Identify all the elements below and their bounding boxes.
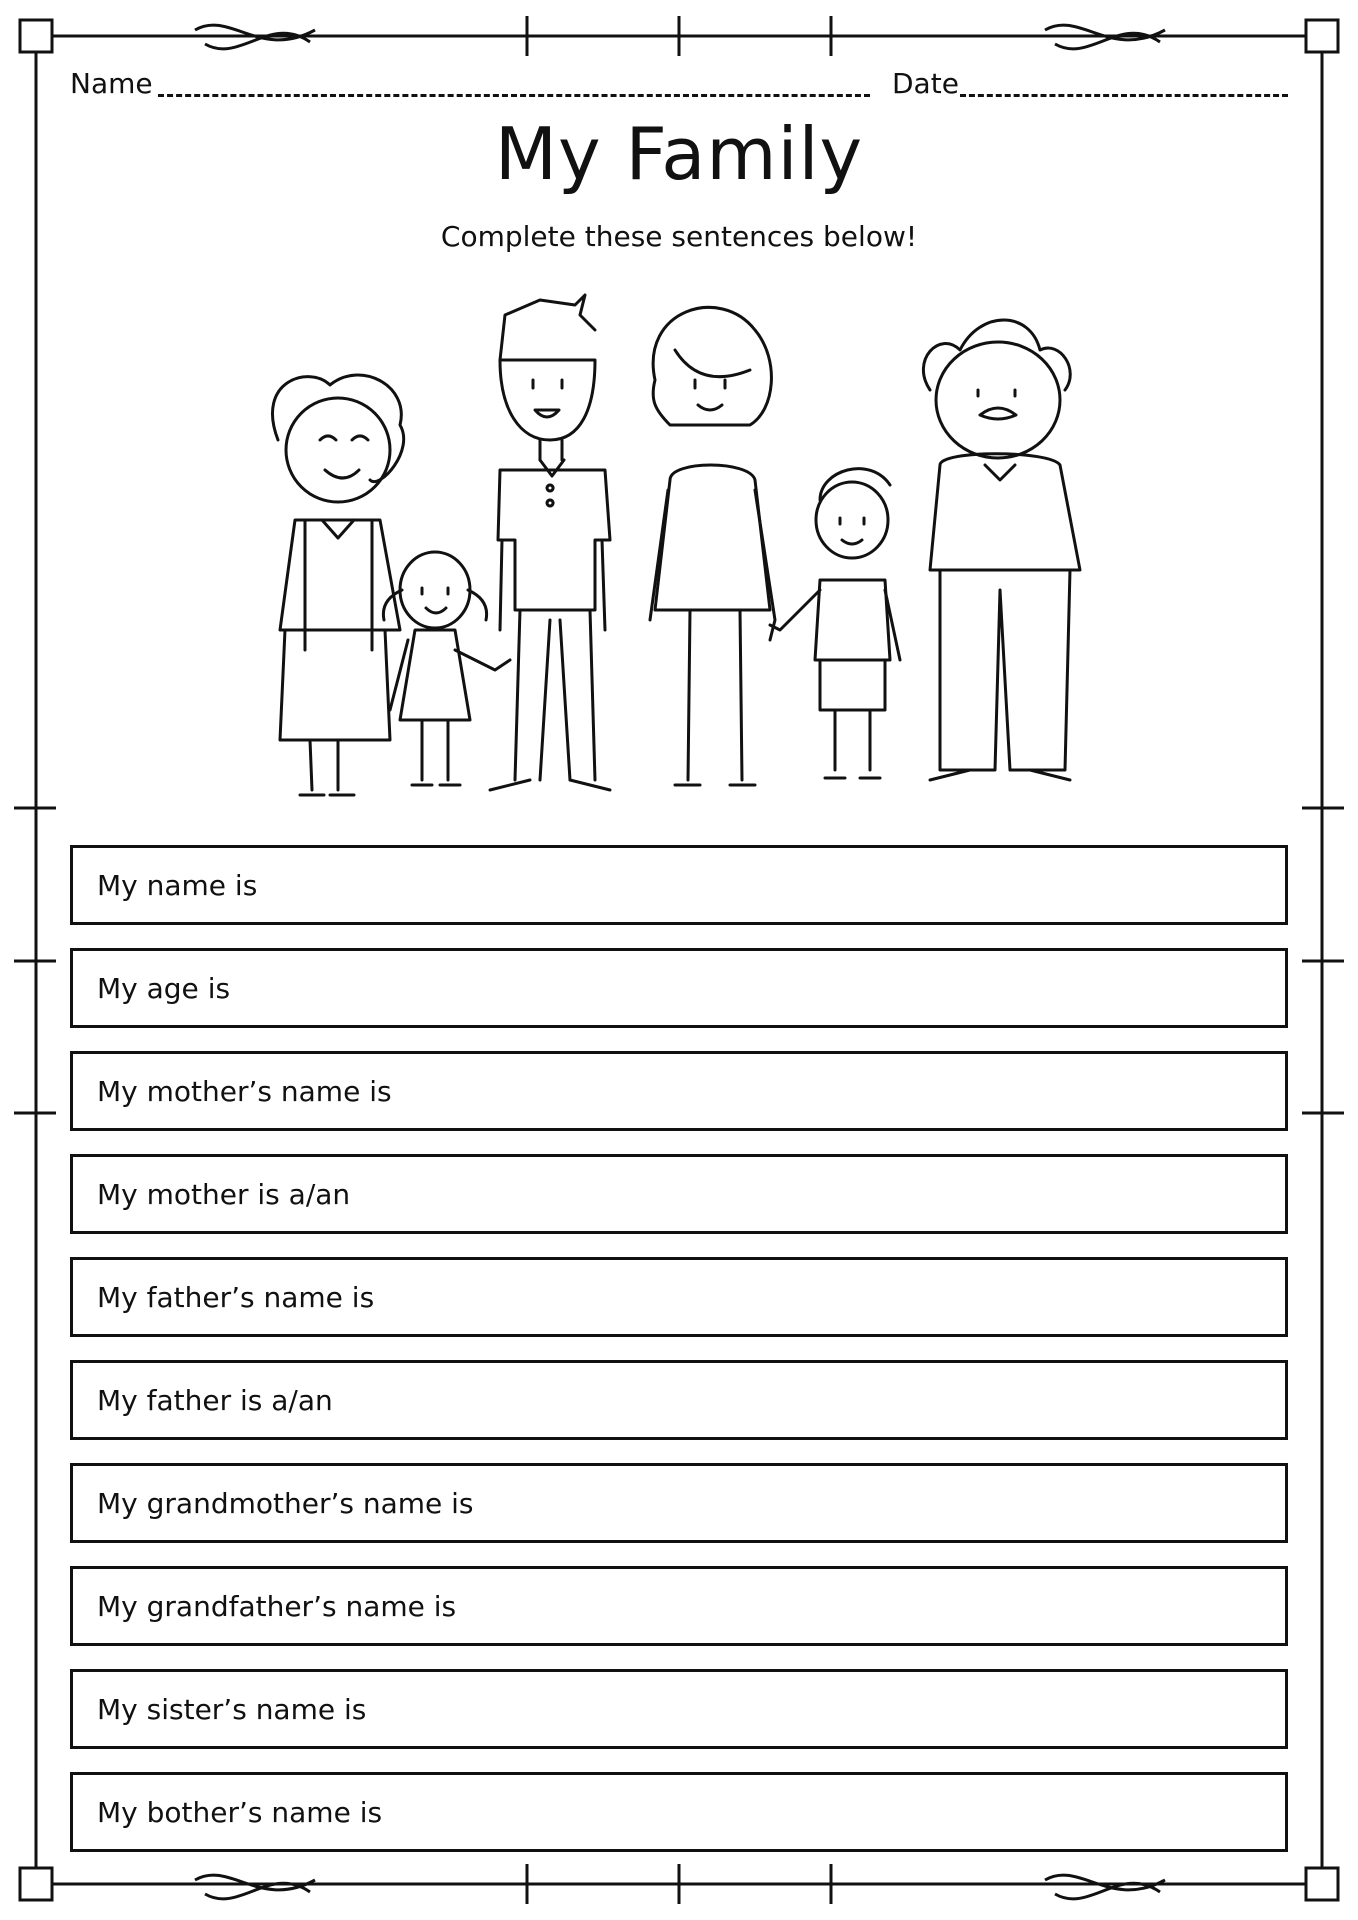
sentence-box-name[interactable] [70,845,1288,925]
sentence-prompt: My age is [97,971,231,1005]
sentence-box-grandfather-name[interactable] [70,1566,1288,1646]
sentence-box-grandmother-name[interactable] [70,1463,1288,1543]
sentence-prompt: My bother’s name is [97,1795,383,1829]
grandmother-figure [272,375,403,795]
sentence-prompt: My mother is a/an [97,1177,351,1211]
sentence-prompt: My sister’s name is [97,1692,367,1726]
sentence-box-mother-name[interactable] [70,1051,1288,1131]
brother-figure [770,469,900,778]
sentence-prompt: My name is [97,868,258,902]
date-label: Date [892,67,959,100]
name-line[interactable] [158,94,870,97]
father-figure [490,295,610,790]
sentence-box-sister-name[interactable] [70,1669,1288,1749]
mother-figure [650,307,775,785]
sister-figure [383,552,510,785]
sentence-prompt: My mother’s name is [97,1074,392,1108]
sentence-box-age[interactable] [70,948,1288,1028]
sentence-box-father-job[interactable] [70,1360,1288,1440]
sentence-box-mother-job[interactable] [70,1154,1288,1234]
name-label: Name [70,67,153,100]
sentence-prompt: My father is a/an [97,1383,333,1417]
sentence-box-brother-name[interactable] [70,1772,1288,1852]
sentence-prompt: My grandmother’s name is [97,1486,474,1520]
instructions: Complete these sentences below! [440,220,918,253]
page-title: My Family [494,112,864,196]
family-illustration-icon [250,290,1110,820]
sentence-prompt: My father’s name is [97,1280,375,1314]
sentence-box-father-name[interactable] [70,1257,1288,1337]
grandfather-figure [923,320,1080,780]
sentence-list [70,845,1288,1875]
name-date-row [70,64,1290,104]
sentence-prompt: My grandfather’s name is [97,1589,457,1623]
date-line[interactable] [960,94,1288,97]
